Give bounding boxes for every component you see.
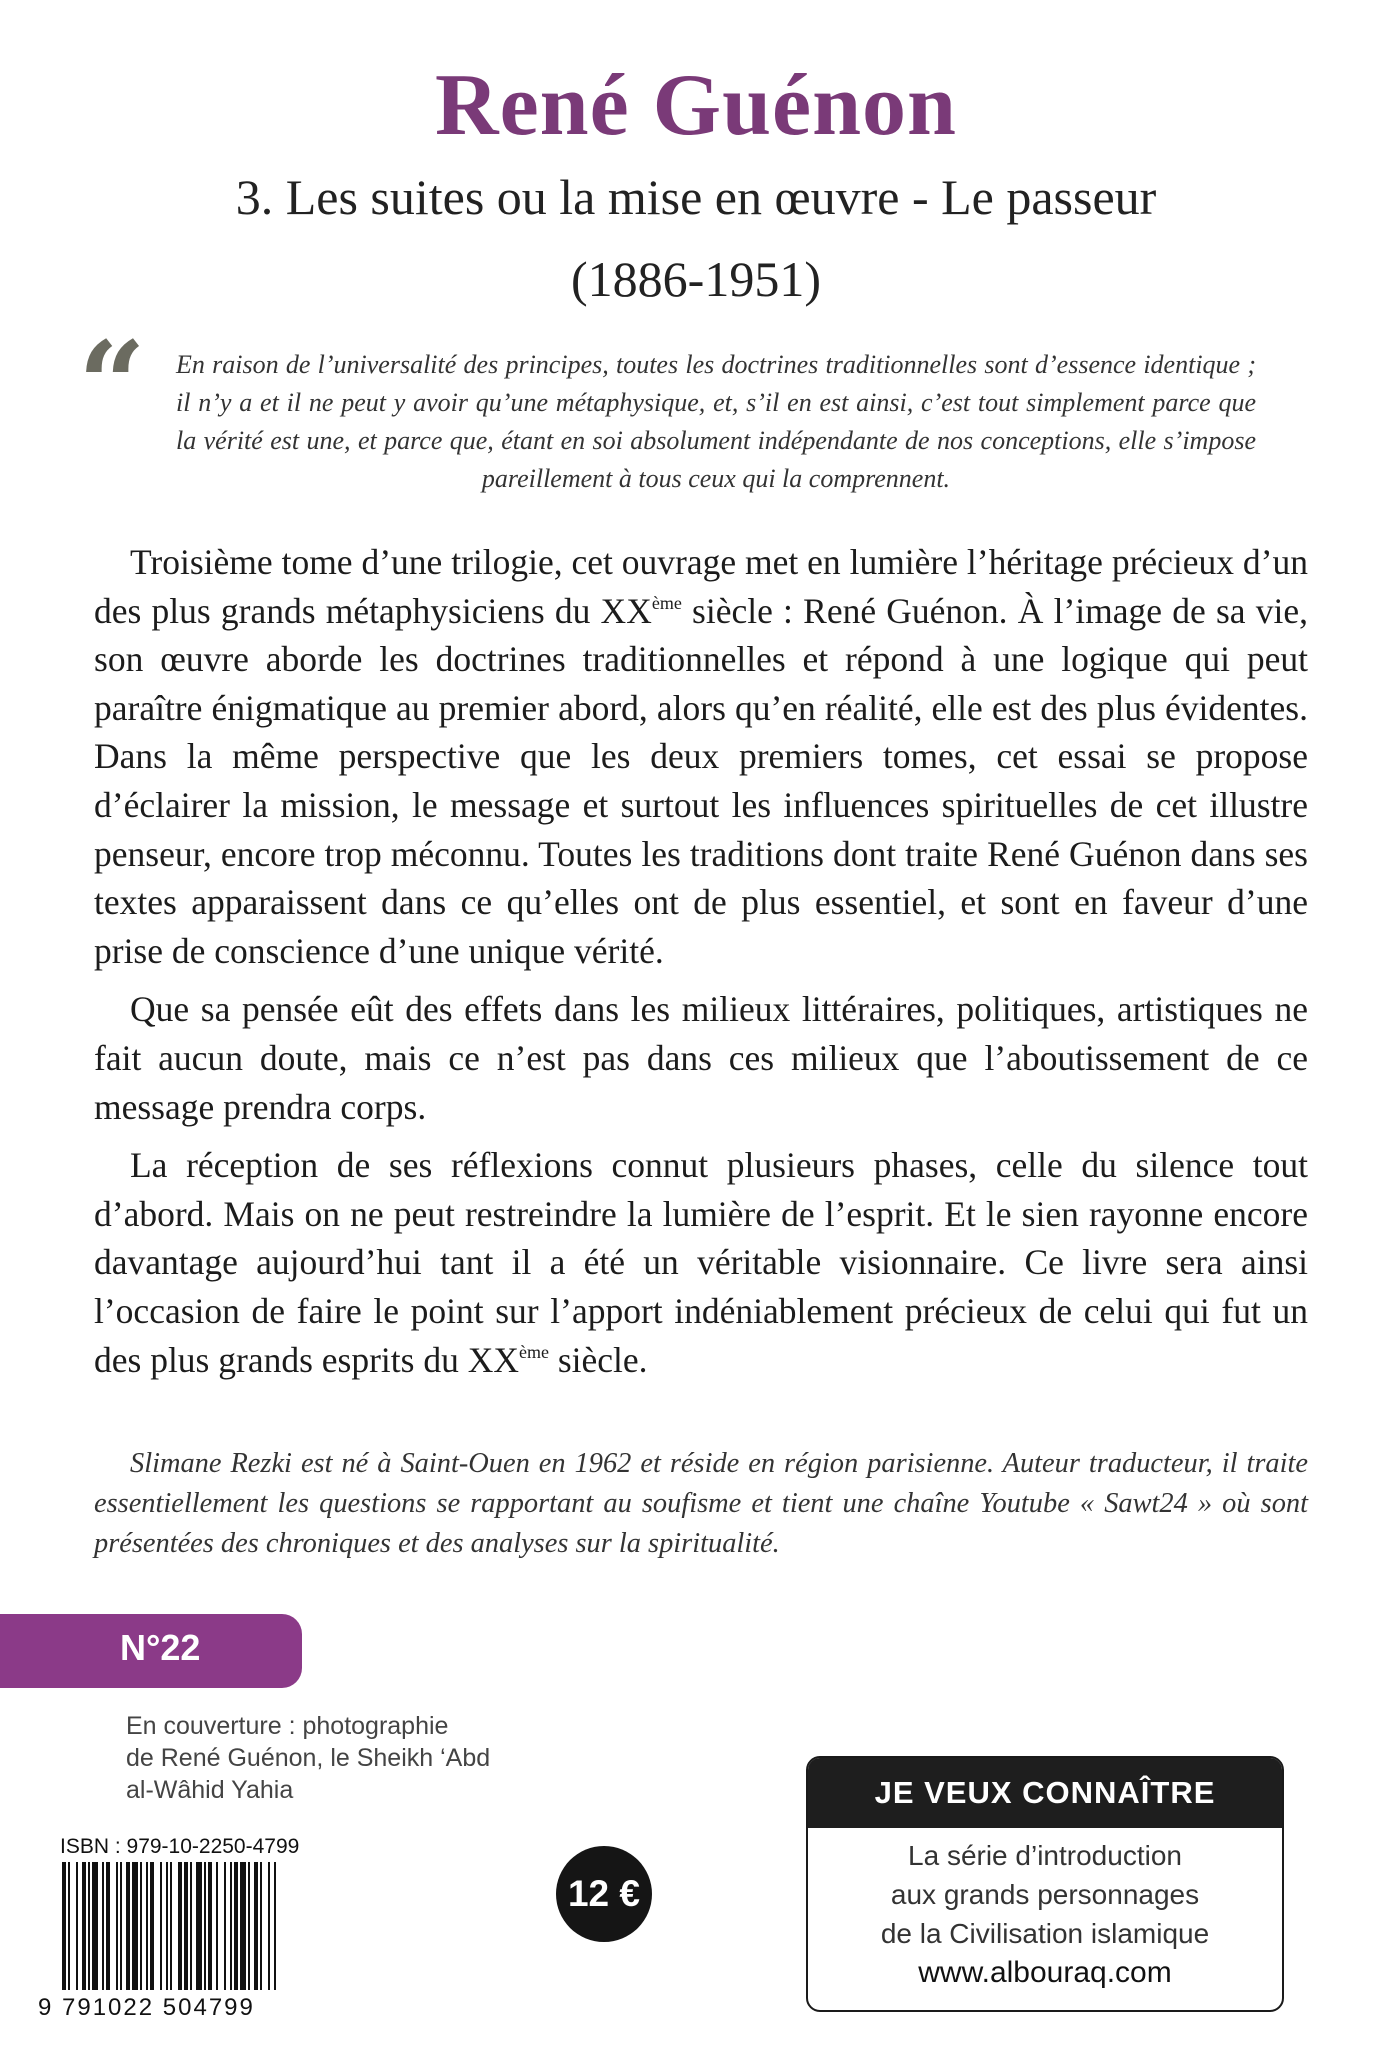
barcode-bar bbox=[116, 1862, 118, 1990]
series-number: N°22 bbox=[120, 1627, 201, 1668]
barcode-bar bbox=[120, 1862, 122, 1990]
barcode-bar bbox=[166, 1862, 168, 1990]
series-box-title: JE VEUX CONNAÎTRE bbox=[808, 1758, 1282, 1828]
series-box-description bbox=[808, 1828, 1282, 1953]
barcode-bar bbox=[224, 1862, 226, 1990]
barcode-bar bbox=[274, 1862, 276, 1990]
barcode-digits: 9 791022 504799 bbox=[38, 1994, 255, 2021]
barcode-bar bbox=[140, 1862, 142, 1990]
series-box-line: La série d’introduction bbox=[908, 1840, 1182, 1871]
series-box-line: de la Civilisation islamique bbox=[880, 1918, 1210, 1949]
barcode-bar bbox=[82, 1862, 86, 1990]
superscript: ème bbox=[651, 592, 682, 613]
barcode-bar bbox=[146, 1862, 148, 1990]
series-box bbox=[806, 1756, 1284, 2012]
blurb-paragraph-1 bbox=[94, 538, 1308, 975]
blurb bbox=[94, 538, 1308, 1394]
blurb-text: siècle. bbox=[548, 1339, 648, 1380]
barcode-icon bbox=[62, 1862, 338, 1990]
barcode-bar bbox=[178, 1862, 182, 1990]
cover-credit-line: En couverture : photographie bbox=[126, 1712, 449, 1740]
barcode-bar bbox=[160, 1862, 162, 1990]
barcode-bar bbox=[106, 1862, 110, 1990]
quote-mark-icon: “ bbox=[78, 315, 146, 454]
barcode-bar bbox=[260, 1862, 262, 1990]
blurb-text: siècle : René Guénon. À l’image de sa vie, son œuvre aborde les doctrines traditionnelles et répond à une logique qui peut paraître énigmatique au premier abord, alors qu’en réalité, elle est des plus évidentes. Dans la même perspective que les deux premiers tomes, cet essai se propose d’éclairer la mission, le message et surtout les influences spirituelles de cet illustre penseur, encore trop méconnu. Toutes les traditions dont traite René Guénon dans ses textes apparaissent dans ce qu’elles ont de plus essentiel, et sont en faveur d’une prise de conscience d’une unique vérité. bbox=[94, 590, 1308, 971]
barcode-bar bbox=[102, 1862, 104, 1990]
cover-credit-line: de René Guénon, le Sheikh ‘Abd bbox=[126, 1744, 491, 1772]
blurb-text: La réception de ses réflexions connut plusieurs phases, celle du silence tout d’abord. Mais on ne peut restreindre la lumière de l’esprit. Et le sien rayonne encore davantage aujourd’hui tant il a été un véritable visionnaire. Ce livre sera ainsi l’occasion de faire le point sur l’apport indéniablement précieux de celui qui fut un des plus grands esprits du XX bbox=[94, 1145, 1308, 1380]
series-number-tab bbox=[0, 1614, 302, 1688]
author-title: René Guénon bbox=[435, 57, 957, 154]
blurb-paragraph-3 bbox=[94, 1141, 1308, 1384]
publisher-website: www.albouraq.com bbox=[918, 1956, 1172, 1989]
cover-credit bbox=[126, 1710, 546, 1806]
barcode-bar bbox=[88, 1862, 90, 1990]
barcode-bar bbox=[76, 1862, 78, 1990]
barcode-bar bbox=[150, 1862, 154, 1990]
barcode-bar bbox=[184, 1862, 188, 1990]
barcode-bar bbox=[230, 1862, 232, 1990]
barcode-bar bbox=[92, 1862, 98, 1990]
barcode-bar bbox=[234, 1862, 238, 1990]
blurb-text: Troisième tome d’une trilogie, cet ouvrage met en lumière l’héritage précieux d’un des plus grands métaphysiciens du XX bbox=[94, 542, 1308, 631]
price-badge: 12 € bbox=[556, 1846, 652, 1942]
barcode-bar bbox=[254, 1862, 258, 1990]
barcode-bar bbox=[196, 1862, 202, 1990]
cover-credit-line: al-Wâhid Yahia bbox=[126, 1776, 294, 1804]
barcode-bar bbox=[208, 1862, 212, 1990]
epigraph-quote: En raison de l’universalité des principes, toutes les doctrines traditionnelles sont d’essence identique ; il n’y a et il ne peut y avoir qu’une métaphysique, et, s’il en est ainsi, c’est tout simplement parce que la vérité est une, et parce que, étant en soi absolument indépendante de nos conceptions, elle s’impose pareillement à tous ceux qui la comprennent. bbox=[176, 350, 1256, 493]
life-dates: (1886-1951) bbox=[571, 251, 821, 307]
barcode-bar bbox=[170, 1862, 172, 1990]
barcode-bar bbox=[62, 1862, 66, 1990]
barcode-bar bbox=[268, 1862, 270, 1990]
series-box-line: aux grands personnages bbox=[890, 1879, 1200, 1910]
barcode-bar bbox=[204, 1862, 206, 1990]
author-bio: Slimane Rezki est né à Saint-Ouen en 1962 et réside en région parisienne. Auteur traducteur, il traite essentiellement les questions se rapportant au soufisme et tient une chaîne Youtube « Sawt24 » où sont présentées des chroniques et des analyses sur la spiritualité. bbox=[94, 1448, 1308, 1559]
book-subtitle: 3. Les suites ou la mise en œuvre - Le passeur bbox=[235, 169, 1157, 225]
barcode-bar bbox=[132, 1862, 138, 1990]
isbn-label: ISBN : 979-10-2250-4799 bbox=[60, 1835, 300, 1858]
blurb-paragraph-2: Que sa pensée eût des effets dans les milieux littéraires, politiques, artistiques ne fait aucun doute, mais ce n’est pas dans ces milieux que l’aboutissement de ce message prendra corps. bbox=[94, 989, 1308, 1127]
barcode-bar bbox=[248, 1862, 250, 1990]
barcode-bar bbox=[126, 1862, 130, 1990]
barcode-bar bbox=[216, 1862, 218, 1990]
superscript: ème bbox=[518, 1341, 549, 1362]
barcode-bar bbox=[240, 1862, 246, 1990]
barcode-bar bbox=[68, 1862, 70, 1990]
barcode-bar bbox=[190, 1862, 192, 1990]
